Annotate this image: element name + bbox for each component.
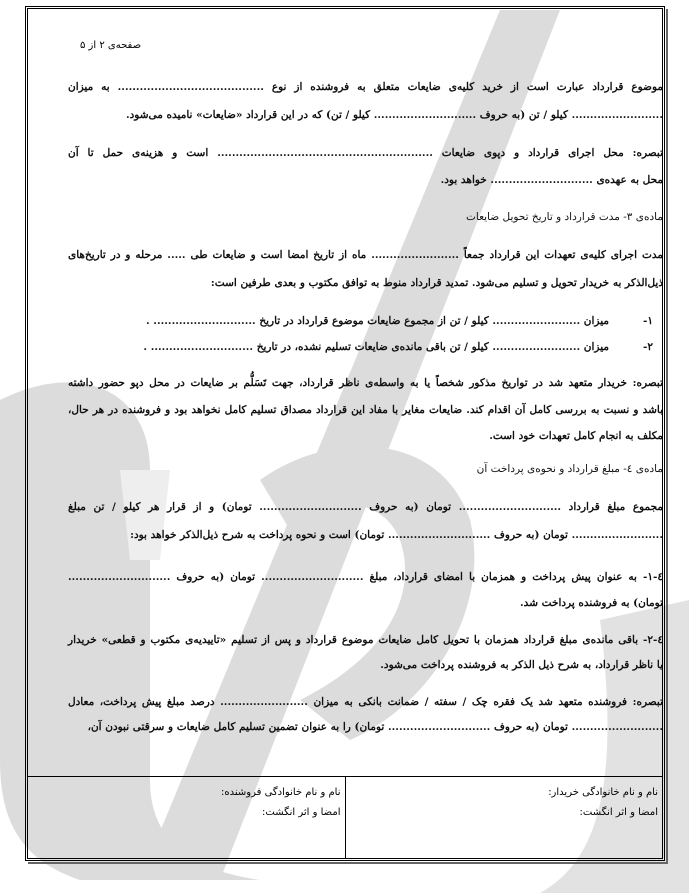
clause-4-2-line-2: یا ناظر قرارداد، به شرح ذیل الذکر به فروشنده پرداخت می‌شود. <box>380 659 663 671</box>
signature-table <box>28 776 662 859</box>
seller-name-label: نام و نام خانوادگی فروشنده: <box>221 787 341 798</box>
page-number: صفحه‌ی ۲ از ۵ <box>80 40 142 51</box>
article3-line-1: مدت اجرای کلیه‌ی تعهدات این قرارداد جمعاً ........................ ماه از تاریخ امضا است و ضایعات طی ..... مرحله و در تاریخ‌های <box>68 249 663 261</box>
note1-line-1: تبصره: محل اجرای قرارداد و دپوی ضایعات ........................................................... است و هزینه‌ی حمل تا آن <box>68 147 663 159</box>
delivery-item-number: ۱- <box>643 315 653 327</box>
note1-line-2: محل به عهده‌ی ............................ خواهد بود. <box>440 174 663 186</box>
article3-line-2: ذیل‌الذکر به خریدار تحویل و تسلیم می‌شود. تمدید قرارداد منوط به توافق مکتوب و بعدی طرفین است: <box>210 277 663 289</box>
seller-signature-cell <box>28 777 346 859</box>
article3-note-line-2: باشد و نسبت به بررسی کامل آن اقدام کند. ضایعات مغایر با مفاد این قرارداد مصداق تسلیم کامل نخواهد بود و فروشنده در هر حال، <box>68 404 663 416</box>
subject-line-1: موضوع قرارداد عبارت است از خرید کلیه‌ی ضایعات متعلق به فروشنده از نوع ........................................ به میزان <box>68 81 663 93</box>
delivery-item: میزان ........................ کیلو / تن از مجموع ضایعات موضوع قرارداد در تاریخ ............................ . <box>146 315 609 327</box>
article4-note-line-1: تبصره: فروشنده متعهد شد یک فقره چک / سفته / ضمانت بانکی به میزان ........................ درصد مبلغ پیش پرداخت، معادل <box>68 696 663 708</box>
buyer-signature-cell <box>346 777 663 859</box>
article3-title: ماده‌ی ۳- مدت قرارداد و تاریخ تحویل ضایعات <box>465 211 663 223</box>
article4-title: ماده‌ی ٤- مبلغ قرارداد و نحوه‌ی پرداخت آن <box>476 463 663 475</box>
buyer-name-label: نام و نام خانوادگی خریدار: <box>548 787 658 798</box>
article3-note-line-3: مکلف به انجام کامل تعهدات خود است. <box>489 430 663 442</box>
delivery-item: میزان ........................ کیلو / تن باقی مانده‌ی ضایعات تسلیم نشده، در تاریخ ............................ . <box>143 341 609 353</box>
seller-sign-label: امضا و اثر انگشت: <box>262 807 341 818</box>
clause-4-2-line-1: ٤-۲- باقی مانده‌ی مبلغ قرارداد همزمان با تحویل کامل ضایعات موضوع قرارداد و پس از تسلیم «تاییدیه‌ی مکتوب و قطعی» خریدار <box>68 634 663 646</box>
article4-line-2: ......................... تومان (به حروف ............................ تومان) است و نحوه پرداخت به شرح ذیل‌الذکر خواهد بود: <box>130 529 663 541</box>
article4-line-1: مجموع مبلغ قرارداد ............................ تومان (به حروف ............................ تومان) و از قرار هر کیلو / تن مبلغ <box>68 501 663 513</box>
clause-4-1-line-1: ٤-۱- به عنوان پیش پرداخت و همزمان با امضای قرارداد، مبلغ ............................ تومان (به حروف ............................ <box>68 571 663 583</box>
subject-line-2: ......................... کیلو / تن (به حروف ............................ کیلو / تن) که در این قرارداد «ضایعات» نامیده می‌شود. <box>125 109 663 121</box>
buyer-sign-label: امضا و اثر انگشت: <box>579 807 658 818</box>
clause-4-1-line-2: تومان) به فروشنده پرداخت شد. <box>520 597 663 609</box>
article4-note-line-2: ......................... تومان (به حروف ............................ تومان) را به عنوان تضمین تسلیم کامل ضایعات و سرقتی نبودن آن، <box>87 721 663 733</box>
delivery-item-number: ۲- <box>643 341 653 353</box>
article3-note-line-1: تبصره: خریدار متعهد شد در تواریخ مذکور شخصاً یا به واسطه‌ی ناظر قرارداد، جهت تَسَلُّم بر ضایعات در محل دپو حضور داشته <box>68 377 663 389</box>
